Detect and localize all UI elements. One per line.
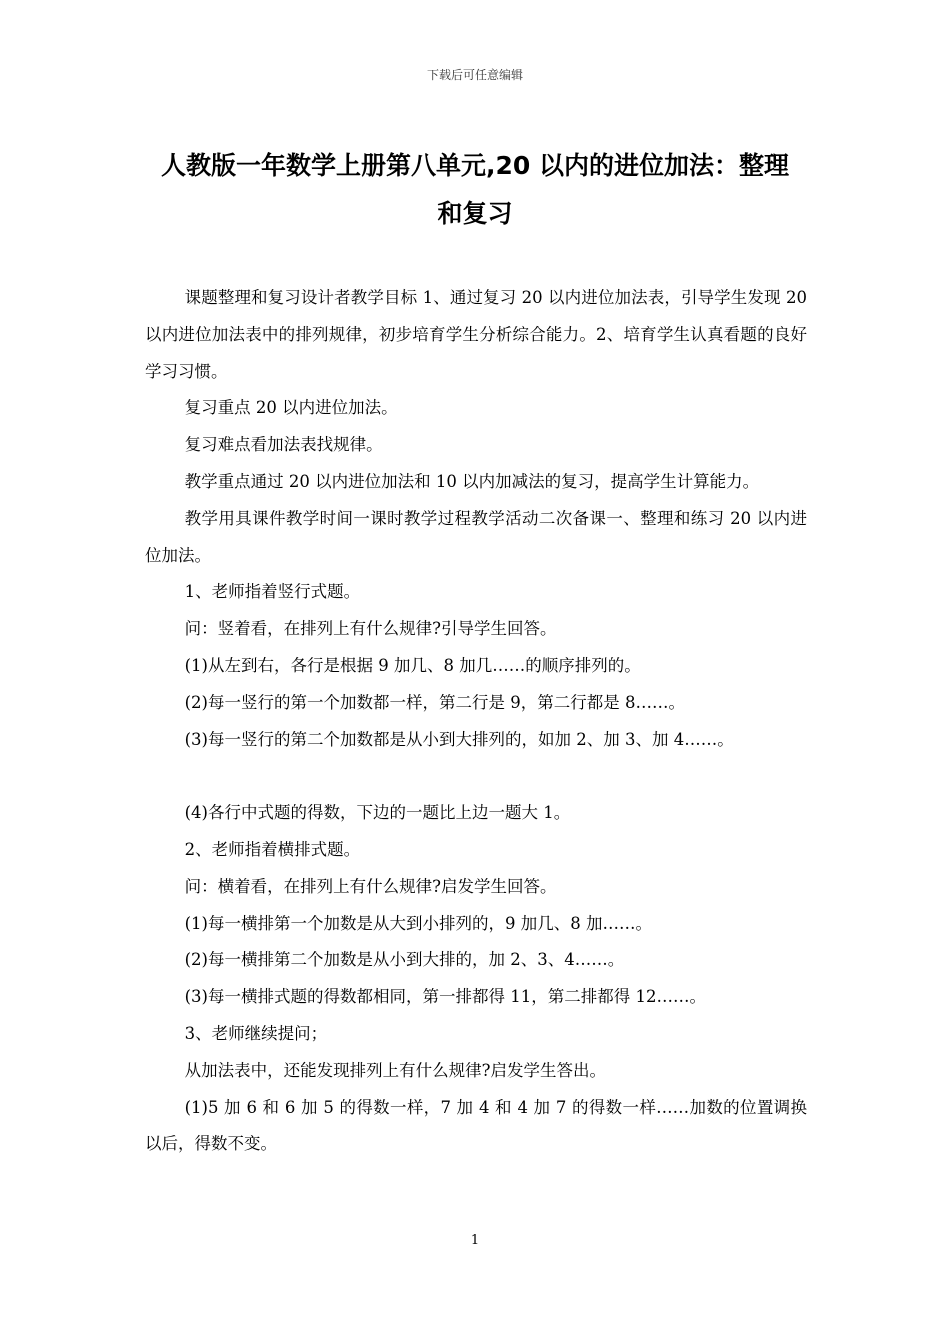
title-line-1: 人教版一年数学上册第八单元,20 以内的进位加法：整理 bbox=[161, 151, 789, 180]
paragraph-teaching-focus: 教学重点通过 20 以内进位加法和 10 以内加减法的复习，提高学生计算能力。 bbox=[184, 471, 760, 491]
paragraph-step-3: 3、老师继续提问； bbox=[184, 1023, 328, 1043]
paragraph-vertical-rule-1: (1)从左到右，各行是根据 9 加几、8 加几……的顺序排列的。 bbox=[184, 655, 641, 675]
document-title bbox=[140, 142, 810, 238]
paragraph-step-2: 2、老师指着横排式题。 bbox=[184, 839, 361, 859]
paragraph-horizontal-rule-3: (3)每一横排式题的得数都相同，第一排都得 11，第二排都得 12……。 bbox=[184, 987, 706, 1007]
paragraph-difficulty: 复习难点看加法表找规律。 bbox=[184, 435, 383, 455]
header-note: 下载后可任意编辑 bbox=[426, 68, 523, 82]
paragraph-vertical-rule-2: (2)每一竖行的第一个加数都一样，第二行是 9，第二行都是 8……。 bbox=[184, 692, 685, 712]
paragraph-question-more: 从加法表中，还能发现排列上有什么规律?启发学生答出。 bbox=[184, 1060, 606, 1080]
paragraph-question-horizontal: 问：横着看，在排列上有什么规律?启发学生回答。 bbox=[184, 876, 557, 896]
document-body bbox=[145, 280, 807, 1163]
paragraph-vertical-rule-4: (4)各行中式题的得数，下边的一题比上边一题大 1。 bbox=[184, 803, 571, 823]
paragraph-commutative-rule: (1)5 加 6 和 6 加 5 的得数一样，7 加 4 和 4 加 7 的得数一样……加数的位置调换以后，得数不变。 bbox=[145, 1097, 807, 1154]
blank-line bbox=[145, 758, 807, 795]
paragraph-teaching-tools: 教学用具课件教学时间一课时教学过程教学活动二次备课一、整理和练习 20 以内进位加法。 bbox=[145, 508, 807, 565]
paragraph-horizontal-rule-1: (1)每一横排第一个加数是从大到小排列的，9 加几、8 加……。 bbox=[184, 913, 652, 933]
paragraph-horizontal-rule-2: (2)每一横排第二个加数是从小到大排的，加 2、3、4……。 bbox=[184, 950, 625, 970]
page-number: 1 bbox=[470, 1233, 480, 1248]
title-line-2: 和复习 bbox=[437, 199, 513, 228]
paragraph-step-1: 1、老师指着竖行式题。 bbox=[184, 582, 361, 602]
paragraph-question-vertical: 问：竖着看，在排列上有什么规律?引导学生回答。 bbox=[184, 619, 557, 639]
paragraph-objectives: 课题整理和复习设计者教学目标 1、通过复习 20 以内进位加法表，引导学生发现 20 以内进位加法表中的排列规律，初步培育学生分析综合能力。2、培育学生认真看题的良好学习习惯。 bbox=[145, 288, 807, 381]
paragraph-key-point: 复习重点 20 以内进位加法。 bbox=[184, 398, 398, 418]
paragraph-vertical-rule-3: (3)每一竖行的第二个加数都是从小到大排列的，如加 2、加 3、加 4……。 bbox=[184, 729, 734, 749]
